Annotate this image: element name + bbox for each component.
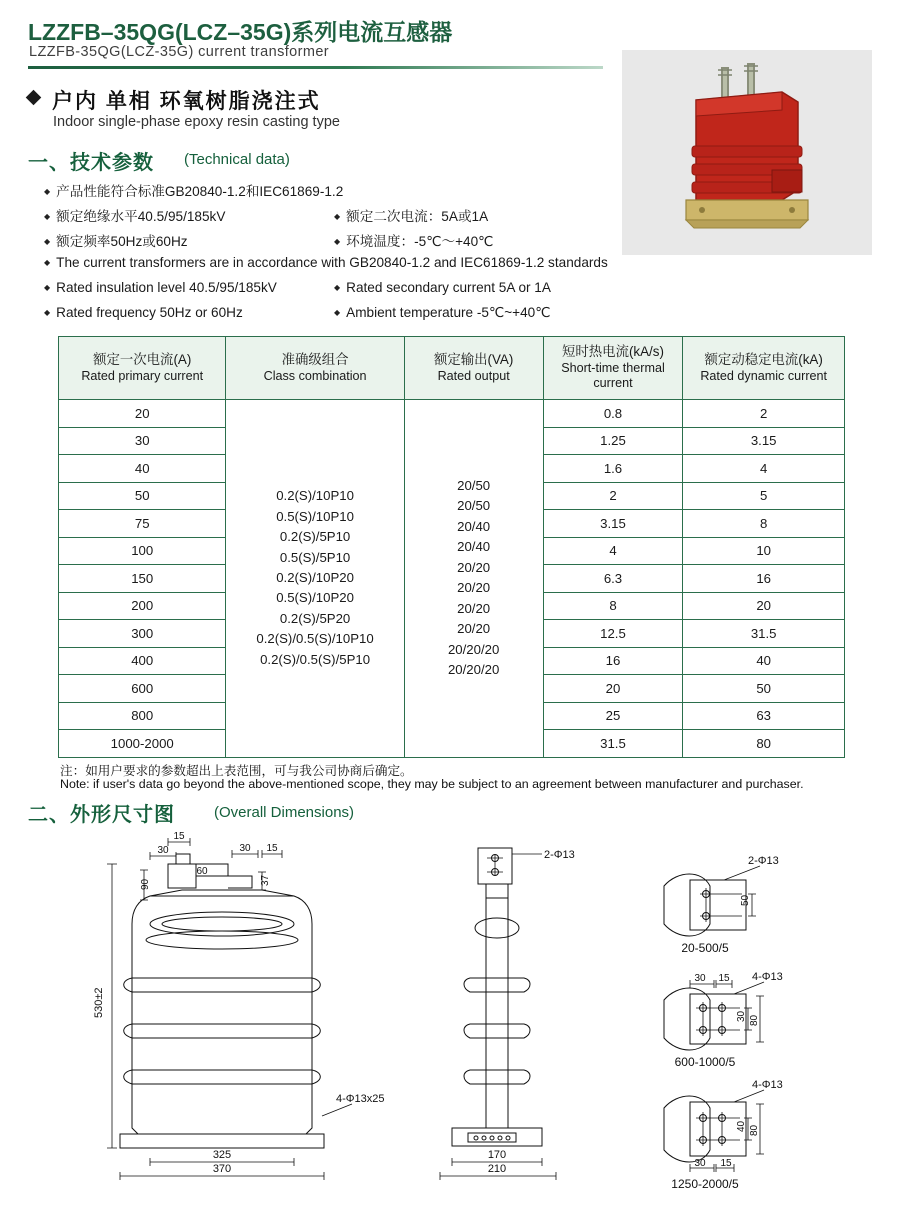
svg-text:37: 37: [260, 874, 271, 886]
cell-short-time-thermal: 16: [543, 647, 683, 675]
svg-text:15: 15: [718, 973, 730, 984]
output-line: 20/20: [457, 559, 491, 575]
cell-primary-current: 600: [59, 675, 226, 703]
table-header: [59, 337, 845, 400]
class-line: 0.2(S)/10P20: [276, 570, 354, 586]
header-zh: 额定一次电流(A): [93, 351, 192, 367]
cell-primary-current: 400: [59, 647, 226, 675]
cell-short-time-thermal: 2: [543, 482, 683, 510]
table-note-zh: 注：如用户要求的参数超出上表范围，可与我公司协商后确定。: [60, 764, 413, 778]
svg-text:30: 30: [694, 1158, 706, 1169]
header-en: Rated primary current: [81, 368, 204, 383]
table-header-row: [59, 337, 845, 400]
cell-dynamic-current: 16: [683, 565, 845, 593]
column-header-short-time-thermal: [543, 337, 683, 400]
header-en: Short-time thermal current: [561, 360, 665, 391]
cell-short-time-thermal: 1.25: [543, 427, 683, 455]
bullet-item: ◆ Rated secondary current 5A or 1A: [334, 280, 551, 295]
bullet-row: [44, 230, 604, 255]
section1-title-zh: 一、技术参数: [28, 152, 154, 174]
svg-text:30: 30: [736, 1010, 747, 1022]
section2-title-zh: 二、外形尺寸图: [28, 804, 175, 826]
cell-primary-current: 300: [59, 620, 226, 648]
cell-primary-current: 50: [59, 482, 226, 510]
bullet-diamond-icon: [26, 90, 42, 106]
svg-text:30: 30: [694, 973, 706, 984]
terminal-detail-2: [664, 971, 783, 1069]
cell-primary-current: 40: [59, 455, 226, 483]
bullet-item: ◆ Ambient temperature -5℃~+40℃: [334, 305, 551, 321]
column-header-rated-output: [404, 337, 543, 400]
svg-text:90: 90: [140, 878, 151, 890]
cell-short-time-thermal: 0.8: [543, 400, 683, 428]
cell-rated-output: [404, 400, 543, 758]
bullet-row: [44, 180, 604, 205]
cell-dynamic-current: 8: [683, 510, 845, 538]
cell-short-time-thermal: 4: [543, 537, 683, 565]
svg-text:325: 325: [212, 1149, 232, 1161]
title-divider: [28, 66, 603, 69]
technical-parameters-table: [58, 336, 845, 758]
cell-primary-current: 20: [59, 400, 226, 428]
page-title-zh: LZZFB–35QG(LCZ–35G)系列电流互感器: [28, 19, 453, 45]
cell-dynamic-current: 5: [683, 482, 845, 510]
svg-text:50: 50: [740, 894, 751, 906]
output-line: 20/20/20: [447, 641, 500, 657]
class-line: 0.5(S)/5P10: [279, 549, 351, 565]
cell-primary-current: 100: [59, 537, 226, 565]
svg-text:15: 15: [266, 843, 278, 854]
cell-primary-current: 150: [59, 565, 226, 593]
svg-text:370: 370: [212, 1163, 232, 1175]
cell-short-time-thermal: 25: [543, 702, 683, 730]
svg-text:530±2: 530±2: [93, 987, 105, 1018]
terminal-detail-1: [664, 855, 779, 955]
header-en: Rated output: [437, 368, 510, 383]
svg-text:20-500/5: 20-500/5: [681, 941, 729, 955]
header-zh: 准确级组合: [281, 351, 349, 367]
header-zh: 短时热电流(kA/s): [562, 343, 664, 359]
class-line: 0.5(S)/10P10: [276, 508, 354, 524]
svg-text:4-Φ13: 4-Φ13: [752, 1079, 783, 1091]
bullet-item: ◆ Rated frequency 50Hz or 60Hz: [44, 305, 243, 320]
cell-short-time-thermal: 12.5: [543, 620, 683, 648]
bullet-item: ◆ 额定频率50Hz或60Hz: [44, 230, 188, 250]
cell-dynamic-current: 2: [683, 400, 845, 428]
cell-short-time-thermal: 6.3: [543, 565, 683, 593]
bullet-row: [44, 280, 604, 305]
cell-dynamic-current: 3.15: [683, 427, 845, 455]
cell-short-time-thermal: 8: [543, 592, 683, 620]
front-view: [93, 831, 385, 1180]
svg-text:80: 80: [749, 1124, 760, 1136]
svg-text:170: 170: [487, 1149, 507, 1161]
svg-text:60: 60: [196, 866, 208, 877]
class-line: 0.2(S)/0.5(S)/10P10: [256, 631, 374, 647]
cell-short-time-thermal: 3.15: [543, 510, 683, 538]
cell-primary-current: 800: [59, 702, 226, 730]
cell-class-combination: [226, 400, 404, 758]
bullet-row: [44, 255, 608, 280]
section2-title-en: (Overall Dimensions): [214, 804, 355, 821]
bullet-item: ◆ The current transformers are in accordance with GB20840-1.2 and IEC61869-1.2 standards: [44, 255, 608, 270]
terminal-detail-3: [664, 1079, 783, 1191]
cell-dynamic-current: 10: [683, 537, 845, 565]
cell-dynamic-current: 40: [683, 647, 845, 675]
svg-text:30: 30: [239, 843, 251, 854]
svg-text:1250-2000/5: 1250-2000/5: [671, 1177, 739, 1191]
subheading-zh: 户内 单相 环氧树脂浇注式: [52, 90, 321, 113]
class-line: 0.2(S)/0.5(S)/5P10: [260, 651, 371, 667]
cell-dynamic-current: 4: [683, 455, 845, 483]
svg-text:80: 80: [749, 1014, 760, 1026]
cell-primary-current: 30: [59, 427, 226, 455]
subheading-en: Indoor single-phase epoxy resin casting type: [53, 114, 340, 130]
cell-primary-current: 75: [59, 510, 226, 538]
header-zh: 额定输出(VA): [433, 351, 514, 367]
output-line: 20/20/20: [447, 662, 500, 678]
header-en: Class combination: [263, 368, 367, 383]
class-line: 0.2(S)/10P10: [276, 488, 354, 504]
bullet-item: ◆ 产品性能符合标准GB20840-1.2和IEC61869-1.2: [44, 180, 343, 200]
table-note-en: Note: if user's data go beyond the above-mentioned scope, they may be subject to an agreement between manufacturer and purchaser.: [60, 777, 804, 791]
product-photo: [622, 50, 872, 255]
technical-data-list: [44, 180, 608, 330]
bullet-item: ◆ 额定二次电流：5A或1A: [334, 205, 488, 225]
cell-primary-current: 1000-2000: [59, 730, 226, 758]
column-header-primary-current: [59, 337, 226, 400]
svg-text:15: 15: [720, 1158, 732, 1169]
class-line: 0.5(S)/10P20: [276, 590, 354, 606]
svg-text:600-1000/5: 600-1000/5: [674, 1055, 736, 1069]
cell-primary-current: 200: [59, 592, 226, 620]
svg-text:15: 15: [173, 831, 185, 842]
cell-short-time-thermal: 31.5: [543, 730, 683, 758]
svg-text:2-Φ13: 2-Φ13: [544, 849, 575, 861]
output-line: 20/20: [457, 600, 491, 616]
cell-short-time-thermal: 1.6: [543, 455, 683, 483]
output-line: 20/20: [457, 580, 491, 596]
cell-short-time-thermal: 20: [543, 675, 683, 703]
svg-text:4-Φ13: 4-Φ13: [752, 971, 783, 983]
class-line: 0.2(S)/5P20: [279, 610, 351, 626]
header-en: Rated dynamic current: [700, 368, 828, 383]
header-zh: 额定动稳定电流(kA): [704, 351, 823, 367]
table-body: [59, 400, 845, 758]
svg-text:40: 40: [736, 1120, 747, 1132]
output-line: 20/50: [457, 477, 491, 493]
bullet-item: ◆ 环境温度：-5℃～+40℃: [334, 230, 493, 250]
svg-text:210: 210: [487, 1163, 507, 1175]
table-row: [59, 400, 845, 428]
bullet-row: [44, 305, 604, 330]
bullet-item: ◆ Rated insulation level 40.5/95/185kV: [44, 280, 277, 295]
column-header-dynamic-current: [683, 337, 845, 400]
cell-dynamic-current: 20: [683, 592, 845, 620]
column-header-class-combination: [226, 337, 404, 400]
svg-text:30: 30: [157, 845, 169, 856]
class-line: 0.2(S)/5P10: [279, 529, 351, 545]
cell-dynamic-current: 80: [683, 730, 845, 758]
output-line: 20/50: [457, 498, 491, 514]
output-line: 20/40: [457, 539, 491, 555]
side-view: [440, 848, 575, 1180]
overall-dimensions-drawing: [0, 828, 900, 1212]
bullet-row: [44, 205, 604, 230]
page-title-en: LZZFB-35QG(LCZ-35G) current transformer: [29, 44, 330, 60]
bullet-item: ◆ 额定绝缘水平40.5/95/185kV: [44, 205, 225, 225]
cell-dynamic-current: 31.5: [683, 620, 845, 648]
svg-text:4-Φ13x25: 4-Φ13x25: [336, 1093, 385, 1105]
svg-text:2-Φ13: 2-Φ13: [748, 855, 779, 867]
cell-dynamic-current: 63: [683, 702, 845, 730]
cell-dynamic-current: 50: [683, 675, 845, 703]
section1-title-en: (Technical data): [184, 151, 290, 168]
output-line: 20/40: [457, 518, 491, 534]
output-line: 20/20: [457, 621, 491, 637]
